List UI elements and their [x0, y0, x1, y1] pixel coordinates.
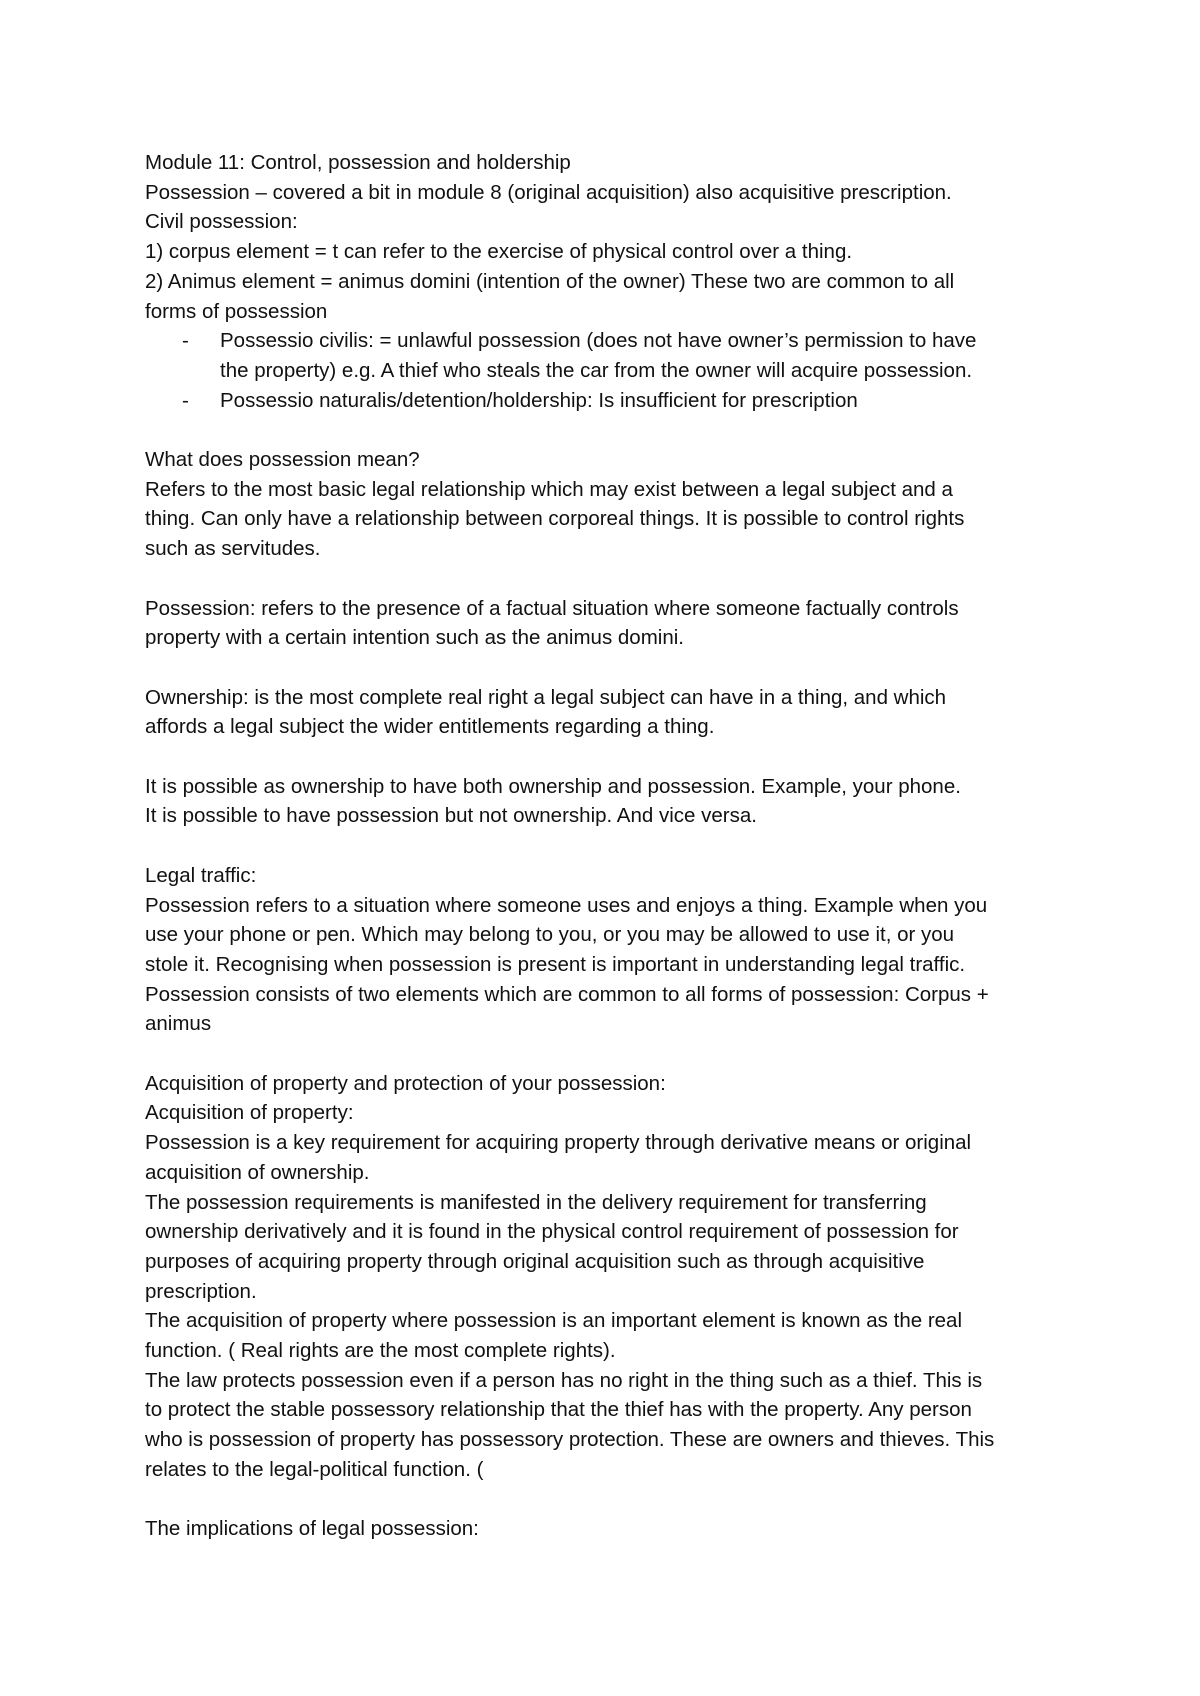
bullet-text-line: the property) e.g. A thief who steals the car from the owner will acquire possession. [220, 358, 973, 382]
implications-section [145, 1514, 1060, 1544]
ownership-def-line: affords a legal subject the wider entitlements regarding a thing. [145, 715, 715, 739]
intro-line: Civil possession: [145, 210, 298, 234]
legal-traffic-line: animus [145, 1012, 212, 1036]
acquisition-line: prescription. [145, 1279, 257, 1303]
bullet-item [145, 326, 1060, 385]
acquisition-line: ownership derivatively and it is found in the physical control requirement of possession for [145, 1220, 959, 1244]
ownership-def-line: Ownership: is the most complete real right a legal subject can have in a thing, and which [145, 685, 947, 709]
meaning-line: thing. Can only have a relationship between corporeal things. It is possible to control rights [145, 507, 965, 531]
example-line: It is possible as ownership to have both ownership and possession. Example, your phone. [145, 774, 961, 798]
acquisition-line: purposes of acquiring property through original acquisition such as through acquisitive [145, 1249, 925, 1273]
acquisition-heading: Acquisition of property and protection of your possession: [145, 1071, 666, 1095]
blank-line [145, 564, 1060, 594]
bullet-marker: - [182, 329, 189, 353]
document-body [145, 148, 1060, 1544]
implications-heading: The implications of legal possession: [145, 1517, 479, 1541]
bullet-marker: - [182, 388, 189, 412]
bullet-list [145, 326, 1060, 415]
blank-line [145, 831, 1060, 861]
examples-section [145, 772, 1060, 831]
possession-def-line: property with a certain intention such as the animus domini. [145, 626, 684, 650]
legal-traffic-line: Possession consists of two elements which are common to all forms of possession: Corpus + [145, 982, 989, 1006]
intro-section [145, 178, 1060, 327]
acquisition-line: acquisition of ownership. [145, 1160, 370, 1184]
acquisition-line: The law protects possession even if a person has no right in the thing such as a thief. This is [145, 1368, 983, 1392]
document-title: Module 11: Control, possession and holdership [145, 151, 571, 174]
meaning-line: such as servitudes. [145, 537, 321, 561]
example-line: It is possible to have possession but not ownership. And vice versa. [145, 804, 757, 828]
intro-line: 1) corpus element = t can refer to the exercise of physical control over a thing. [145, 240, 853, 264]
legal-traffic-heading: Legal traffic: [145, 863, 257, 887]
legal-traffic-line: use your phone or pen. Which may belong to you, or you may be allowed to use it, or you [145, 923, 955, 947]
legal-traffic-section [145, 861, 1060, 1039]
acquisition-line: Possession is a key requirement for acquiring property through derivative means or original [145, 1131, 972, 1155]
intro-line: forms of possession [145, 299, 328, 323]
acquisition-line: The possession requirements is manifested in the delivery requirement for transferring [145, 1190, 927, 1214]
legal-traffic-line: Possession refers to a situation where someone uses and enjoys a thing. Example when you [145, 893, 988, 917]
acquisition-line: function. ( Real rights are the most complete rights). [145, 1339, 616, 1363]
intro-line: 2) Animus element = animus domini (intention of the owner) These two are common to all [145, 269, 955, 293]
bullet-item [145, 386, 1060, 416]
blank-line [145, 1485, 1060, 1515]
possession-def-line: Possession: refers to the presence of a factual situation where someone factually controls [145, 596, 959, 620]
blank-line [145, 742, 1060, 772]
possession-definition [145, 594, 1060, 653]
acquisition-section [145, 1069, 1060, 1485]
intro-line: Possession – covered a bit in module 8 (original acquisition) also acquisitive prescription. [145, 180, 952, 204]
ownership-definition [145, 683, 1060, 742]
acquisition-line: who is possession of property has possessory protection. These are owners and thieves. This [145, 1428, 995, 1452]
acquisition-line: relates to the legal-political function. ( [145, 1457, 484, 1481]
bullet-text-line: Possessio naturalis/detention/holdership: Is insufficient for prescription [220, 388, 858, 412]
meaning-heading: What does possession mean? [145, 448, 420, 472]
acquisition-line: The acquisition of property where possession is an important element is known as the real [145, 1309, 963, 1333]
blank-line [145, 1039, 1060, 1069]
legal-traffic-line: stole it. Recognising when possession is present is important in understanding legal traffic. [145, 952, 966, 976]
blank-line [145, 653, 1060, 683]
acquisition-subheading: Acquisition of property: [145, 1101, 354, 1125]
blank-line [145, 415, 1060, 445]
acquisition-line: to protect the stable possessory relationship that the thief has with the property. Any person [145, 1398, 972, 1422]
bullet-text-line: Possessio civilis: = unlawful possession (does not have owner’s permission to have [220, 329, 977, 353]
meaning-line: Refers to the most basic legal relationship which may exist between a legal subject and a [145, 477, 953, 501]
meaning-section [145, 445, 1060, 564]
